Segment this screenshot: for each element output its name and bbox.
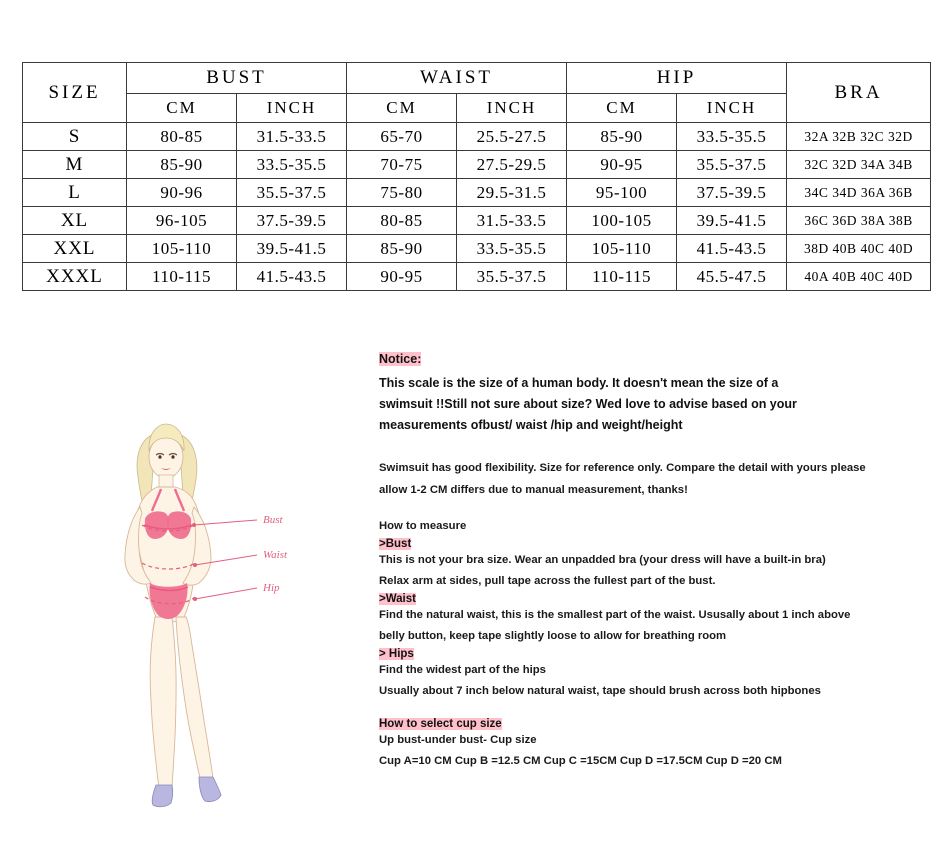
table-row [23, 179, 931, 207]
cell-hip-cm: 90-95 [567, 151, 677, 179]
cell-size: XL [23, 207, 127, 235]
bust-heading-text: >Bust [379, 537, 412, 550]
cell-bust-inch: 37.5-39.5 [237, 207, 347, 235]
size-chart-table [22, 62, 931, 291]
header-size: SIZE [23, 63, 127, 123]
header-hip-inch: INCH [677, 94, 787, 123]
table-body [23, 123, 931, 291]
cell-waist-cm: 80-85 [347, 207, 457, 235]
spacer [379, 436, 924, 458]
waist-line-1: Find the natural waist, this is the smallest part of the waist. Ususally about 1 inch above [379, 608, 851, 621]
cell-bust-inch: 33.5-35.5 [237, 151, 347, 179]
notice-strong-line-3: measurements ofbust/ waist /hip and weight/height [379, 418, 683, 432]
size-chart-table-container [22, 62, 930, 291]
cell-size: L [23, 179, 127, 207]
cup-size-line-2: Cup A=10 CM Cup B =12.5 CM Cup C =15CM Cup D =17.5CM Cup D =20 CM [379, 755, 782, 767]
bust-line-2: Relax arm at sides, pull tape across the fullest part of the bust. [379, 575, 716, 587]
figure-label-bust: Bust [263, 514, 283, 526]
table-row [23, 151, 931, 179]
table-row [23, 235, 931, 263]
cell-bust-cm: 110-115 [127, 263, 237, 291]
measurement-figure [95, 415, 310, 810]
cell-bust-cm: 90-96 [127, 179, 237, 207]
cell-hip-inch: 39.5-41.5 [677, 207, 787, 235]
cell-bra: 34C 34D 36A 36B [787, 179, 931, 207]
notice-title-text: Notice: [379, 352, 422, 366]
header-hip: HIP [567, 63, 787, 94]
flexibility-line-2: allow 1-2 CM differs due to manual measurement, thanks! [379, 483, 688, 496]
waist-heading-text: >Waist [379, 592, 416, 605]
cell-waist-cm: 75-80 [347, 179, 457, 207]
header-waist: WAIST [347, 63, 567, 94]
cell-hip-inch: 37.5-39.5 [677, 179, 787, 207]
flexibility-line-1: Swimsuit has good flexibility. Size for reference only. Compare the detail with yours please [379, 462, 866, 474]
cell-waist-cm: 65-70 [347, 123, 457, 151]
cup-size-heading [379, 718, 924, 730]
cell-waist-inch: 35.5-37.5 [457, 263, 567, 291]
header-bust: BUST [127, 63, 347, 94]
header-bra: BRA [787, 63, 931, 123]
spacer [379, 703, 924, 718]
cell-bust-cm: 80-85 [127, 123, 237, 151]
table-row [23, 207, 931, 235]
hips-heading [379, 648, 924, 660]
table-row [23, 263, 931, 291]
cell-bra: 36C 36D 38A 38B [787, 207, 931, 235]
cell-size: XXXL [23, 263, 127, 291]
cell-waist-cm: 70-75 [347, 151, 457, 179]
cell-hip-inch: 35.5-37.5 [677, 151, 787, 179]
cell-bra: 38D 40B 40C 40D [787, 235, 931, 263]
cell-bust-inch: 35.5-37.5 [237, 179, 347, 207]
notice-strong-line-1: This scale is the size of a human body. It doesn't mean the size of a [379, 376, 779, 390]
cell-bra: 32C 32D 34A 34B [787, 151, 931, 179]
cell-bust-cm: 96-105 [127, 207, 237, 235]
hips-heading-text: > Hips [379, 647, 414, 660]
waist-line-2: belly button, keep tape slightly loose to allow for breathing room [379, 630, 727, 642]
cell-hip-cm: 85-90 [567, 123, 677, 151]
header-hip-cm: CM [567, 94, 677, 123]
cell-waist-inch: 29.5-31.5 [457, 179, 567, 207]
bust-heading [379, 538, 924, 550]
notice-strong-line-2: swimsuit !!Still not sure about size? Wed love to advise based on your [379, 397, 797, 411]
header-waist-cm: CM [347, 94, 457, 123]
cell-hip-cm: 95-100 [567, 179, 677, 207]
cell-bra: 40A 40B 40C 40D [787, 263, 931, 291]
header-bust-cm: CM [127, 94, 237, 123]
cell-size: XXL [23, 235, 127, 263]
table-header-row-groups [23, 63, 931, 94]
cell-size: M [23, 151, 127, 179]
figure-label-waist: Waist [263, 549, 288, 561]
cell-size: S [23, 123, 127, 151]
hips-line-1: Find the widest part of the hips [379, 663, 546, 676]
how-to-measure-heading: How to measure [379, 520, 467, 532]
table-head [23, 63, 931, 123]
cell-waist-inch: 25.5-27.5 [457, 123, 567, 151]
figure-label-hip: Hip [263, 582, 280, 594]
bust-line-1: This is not your bra size. Wear an unpadded bra (your dress will have a built-in bra) [379, 553, 826, 566]
hips-line-2: Usually about 7 inch below natural waist, tape should brush across both hipbones [379, 685, 821, 697]
cell-bust-cm: 85-90 [127, 151, 237, 179]
cell-hip-inch: 45.5-47.5 [677, 263, 787, 291]
cell-hip-inch: 33.5-35.5 [677, 123, 787, 151]
cell-waist-inch: 31.5-33.5 [457, 207, 567, 235]
cell-waist-inch: 27.5-29.5 [457, 151, 567, 179]
cell-hip-cm: 105-110 [567, 235, 677, 263]
cup-size-line-1: Up bust-under bust- Cup size [379, 733, 537, 746]
cell-bust-cm: 105-110 [127, 235, 237, 263]
cell-waist-cm: 90-95 [347, 263, 457, 291]
header-bust-inch: INCH [237, 94, 347, 123]
cell-waist-cm: 85-90 [347, 235, 457, 263]
cell-hip-inch: 41.5-43.5 [677, 235, 787, 263]
waist-heading [379, 593, 924, 605]
cell-bust-inch: 41.5-43.5 [237, 263, 347, 291]
cell-bust-inch: 39.5-41.5 [237, 235, 347, 263]
cell-hip-cm: 100-105 [567, 207, 677, 235]
cell-bra: 32A 32B 32C 32D [787, 123, 931, 151]
spacer [379, 501, 924, 516]
cell-hip-cm: 110-115 [567, 263, 677, 291]
table-row [23, 123, 931, 151]
cup-size-heading-text: How to select cup size [379, 717, 502, 730]
notice-section [379, 352, 924, 773]
notice-title [379, 352, 924, 366]
header-waist-inch: INCH [457, 94, 567, 123]
cell-bust-inch: 31.5-33.5 [237, 123, 347, 151]
cell-waist-inch: 33.5-35.5 [457, 235, 567, 263]
female-body-illustration [95, 415, 310, 810]
